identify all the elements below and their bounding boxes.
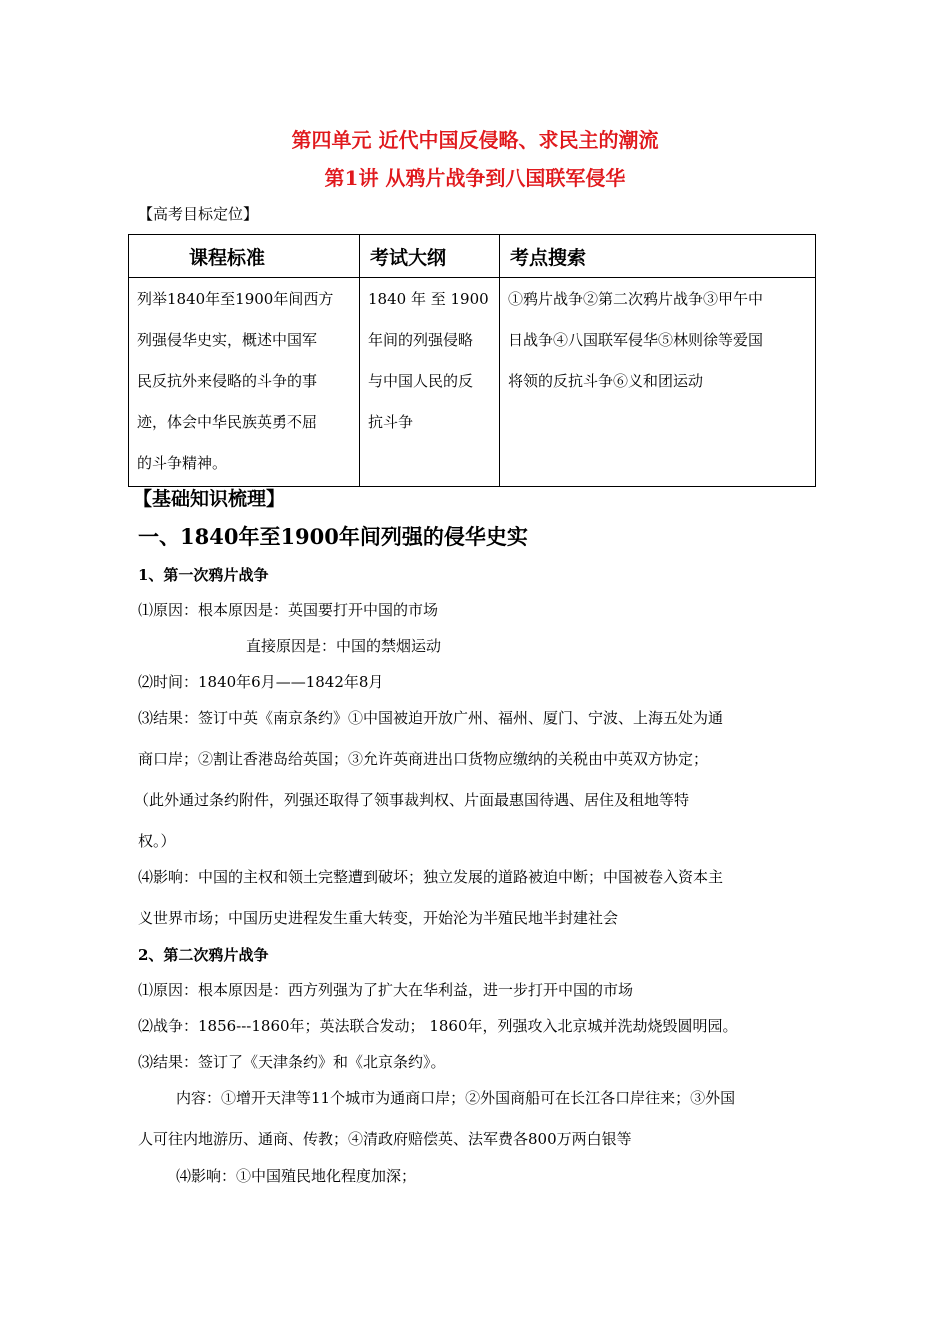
curriculum-table [128, 234, 816, 487]
paragraph-line: 直接原因是：中国的禁烟运动 [246, 637, 442, 655]
cell-line: 与中国人民的反 [368, 372, 474, 390]
cell-line: 的斗争精神。 [137, 454, 228, 472]
section-heading: 一、1840年至1900年间列强的侵华史实 [138, 524, 528, 549]
cell-line: 列举1840年至1900年间西方 [137, 290, 334, 308]
cell-line: 将领的反抗斗争⑥义和团运动 [508, 372, 704, 390]
cell-line: 日战争④八国联军侵华⑤林则徐等爱国 [508, 331, 764, 349]
target-label: 【高考目标定位】 [138, 205, 259, 223]
paragraph-line: ⑵战争：1856---1860年；英法联合发动； 1860年，列强攻入北京城并洗劫烧毁圆明园。 [138, 1017, 738, 1035]
basic-knowledge-heading: 【基础知识梳理】 [133, 488, 286, 510]
table-row [129, 278, 816, 487]
cell-line: 迹，体会中华民族英勇不屈 [137, 413, 318, 431]
paragraph-line: ⑵时间：1840年6月——1842年8月 [138, 673, 384, 691]
unit-title: 第四单元 近代中国反侵略、求民主的潮流 [291, 128, 659, 152]
table-cell-standard [129, 278, 360, 487]
table-header-row [129, 235, 816, 278]
cell-line: ①鸦片战争②第二次鸦片战争③甲午中 [508, 290, 764, 308]
subheading-first-opium-war: 1、第一次鸦片战争 [138, 566, 269, 584]
paragraph-line: ⑴原因：根本原因是：英国要打开中国的市场 [138, 601, 439, 619]
paragraph-line: 内容：①增开天津等11个城市为通商口岸；②外国商船可在长江各口岸往来；③外国 [176, 1089, 736, 1107]
table-header-points: 考点搜索 [500, 235, 816, 278]
table-cell-points [500, 278, 816, 487]
cell-line: 年间的列强侵略 [368, 331, 474, 349]
cell-line: 列强侵华史实，概述中国军 [137, 331, 318, 349]
paragraph-line: （此外通过条约附件，列强还取得了领事裁判权、片面最惠国待遇、居住及租地等特 [134, 791, 690, 809]
cell-line: 民反抗外来侵略的斗争的事 [137, 372, 318, 390]
paragraph-line: 商口岸；②割让香港岛给英国；③允许英商进出口货物应缴纳的关税由中英双方协定； [138, 750, 709, 768]
lesson-title: 第1讲 从鸦片战争到八国联军侵华 [324, 166, 626, 190]
cell-line: 1840 年 至 1900 [368, 290, 489, 308]
paragraph-line: 人可往内地游历、通商、传教；④清政府赔偿英、法军费各800万两白银等 [138, 1130, 632, 1148]
table-header-standard: 课程标准 [129, 235, 360, 278]
paragraph-line: 义世界市场；中国历史进程发生重大转变，开始沦为半殖民地半封建社会 [138, 909, 619, 927]
table-header-outline: 考试大纲 [360, 235, 500, 278]
paragraph-line: ⑷影响：①中国殖民地化程度加深； [176, 1167, 417, 1185]
subheading-second-opium-war: 2、第二次鸦片战争 [138, 946, 269, 964]
paragraph-line: ⑶结果：签订中英《南京条约》①中国被迫开放广州、福州、厦门、宁波、上海五处为通 [138, 709, 724, 727]
paragraph-line: ⑷影响：中国的主权和领土完整遭到破坏；独立发展的道路被迫中断；中国被卷入资本主 [138, 868, 724, 886]
table-cell-outline [360, 278, 500, 487]
cell-line: 抗斗争 [368, 413, 414, 431]
paragraph-line: 权。） [138, 832, 176, 850]
paragraph-line: ⑶结果：签订了《天津条约》和《北京条约》。 [138, 1053, 446, 1071]
paragraph-line: ⑴原因：根本原因是：西方列强为了扩大在华利益，进一步打开中国的市场 [138, 981, 634, 999]
